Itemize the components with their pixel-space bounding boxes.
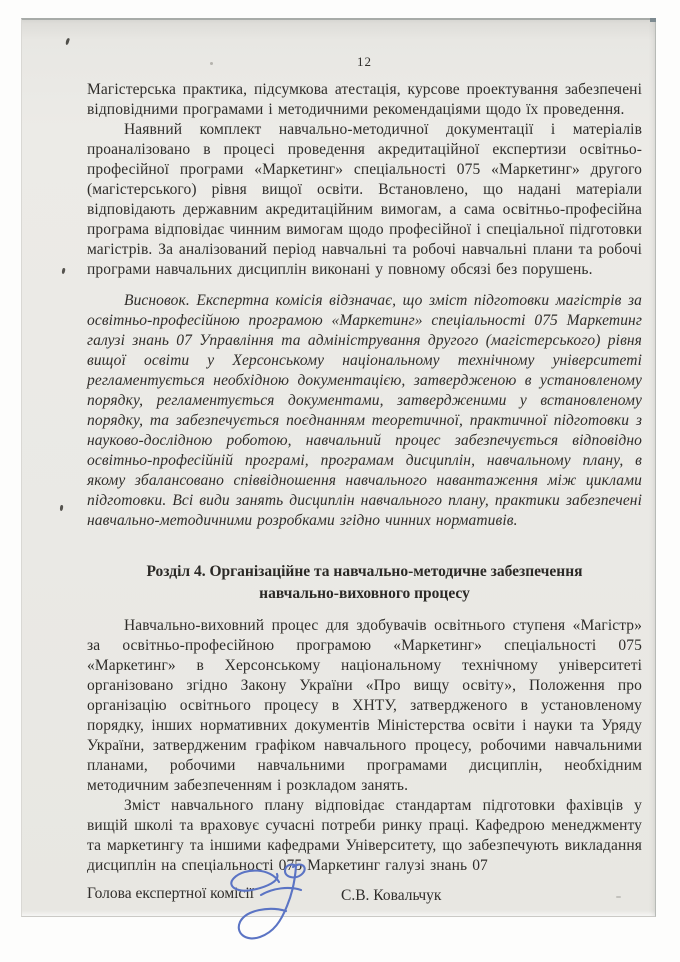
signatory-name-label: С.В. Ковальчук <box>341 887 442 904</box>
signature-stroke <box>261 888 301 895</box>
scan-artifact-speck <box>616 896 621 898</box>
paragraph-practice: Магістерська практика, підсумкова атестація, курсове проектування забезпечені відповідними програмами і методичними рекомендаціями щодо їх проведення. <box>87 81 642 118</box>
paragraph-documentation-set: Наявний комплект навчально-методичної документації і матеріалів проаналізовано в процесі проведення акредитаційної експертизи освітньо-професійної програми «Маркетинг» спеціальності 075 «Маркетинг» другого (магістерського) рівня вищої освіти. Встановлено, що надані матеріали відповідають державним акредитаційним вимогам, а сама освітньо-професійна програма відповідає чинним вимогам щодо професійної і спеціальної підготовки магістрів. За аналізований період навчальні та робочі навчальні плани та робочі програми навчальних дисциплін виконані у повному обсязі без порушень. <box>87 121 642 278</box>
signatory-role-label: Голова експертної комісії <box>87 885 254 902</box>
paragraph-conclusion: Висновок. Експертна комісія відзначає, що зміст підготовки магістрів за освітньо-професійною програмою «Маркетинг» спеціальності 075 Маркетинг галузі знань 07 Управління та адміністрування другого (магістерського) рівня вищої освіти у Херсонському національному технічному університеті регламентується необхідною документацією, затвердженою в установленому порядку, регламентується документами, затвердженими у встановленому порядку, та забезпечується поєднанням теоретичної, практичної підготовки з науково-дослідною роботою, навчальний процес забезпечується відповідно освітньо-професійній програмі, програмам дисциплін, навчальному плану, в якому збалансовано співвідношення навчального навантаження між циклами підготовки. Всі види занять дисциплін навчального плану, практики забезпечені навчально-методичними розробками згідно чинних нормативів. <box>87 292 642 529</box>
scan-artifact-speck <box>210 62 213 65</box>
signature-block <box>87 883 642 945</box>
handwritten-signature <box>217 859 317 945</box>
signature-stroke <box>231 871 279 891</box>
paragraph-curriculum-content: Зміст навчального плану відповідає стандартам підготовки фахівців у вищій школі та враховує сучасні потреби ринку праці. Кафедрою менеджменту та маркетингу та іншими кафедрами Університету, що забезпечують викладання дисциплін на спеціальності 075 Маркетинг галузі знань 07 <box>87 797 642 874</box>
document-page <box>21 18 656 917</box>
page-content <box>87 20 642 945</box>
page-number: 12 <box>357 54 372 69</box>
section-heading: Розділ 4. Організаційне та навчально-методичне забезпечення навчально-виховного процесу <box>146 563 583 602</box>
scan-artifact-speck <box>650 18 656 22</box>
paragraph-educational-process: Навчально-виховний процес для здобувачів освітнього ступеня «Магістр» за освітньо-професійною програмою «Маркетинг» спеціальності 075 «Маркетинг» в Херсонському національному технічному університеті організовано згідно Закону України «Про вищу освіту», Положення про організацію освітнього процесу в ХНТУ, затвердженого в установленому порядку, інших нормативних документів Міністерства освіти і науки та Уряду України, затвердженим графіком навчального процесу, робочими навчальними планами, робочими навчальними програмами дисциплін, необхідним методичним забезпеченням і розкладом занять. <box>87 617 642 794</box>
